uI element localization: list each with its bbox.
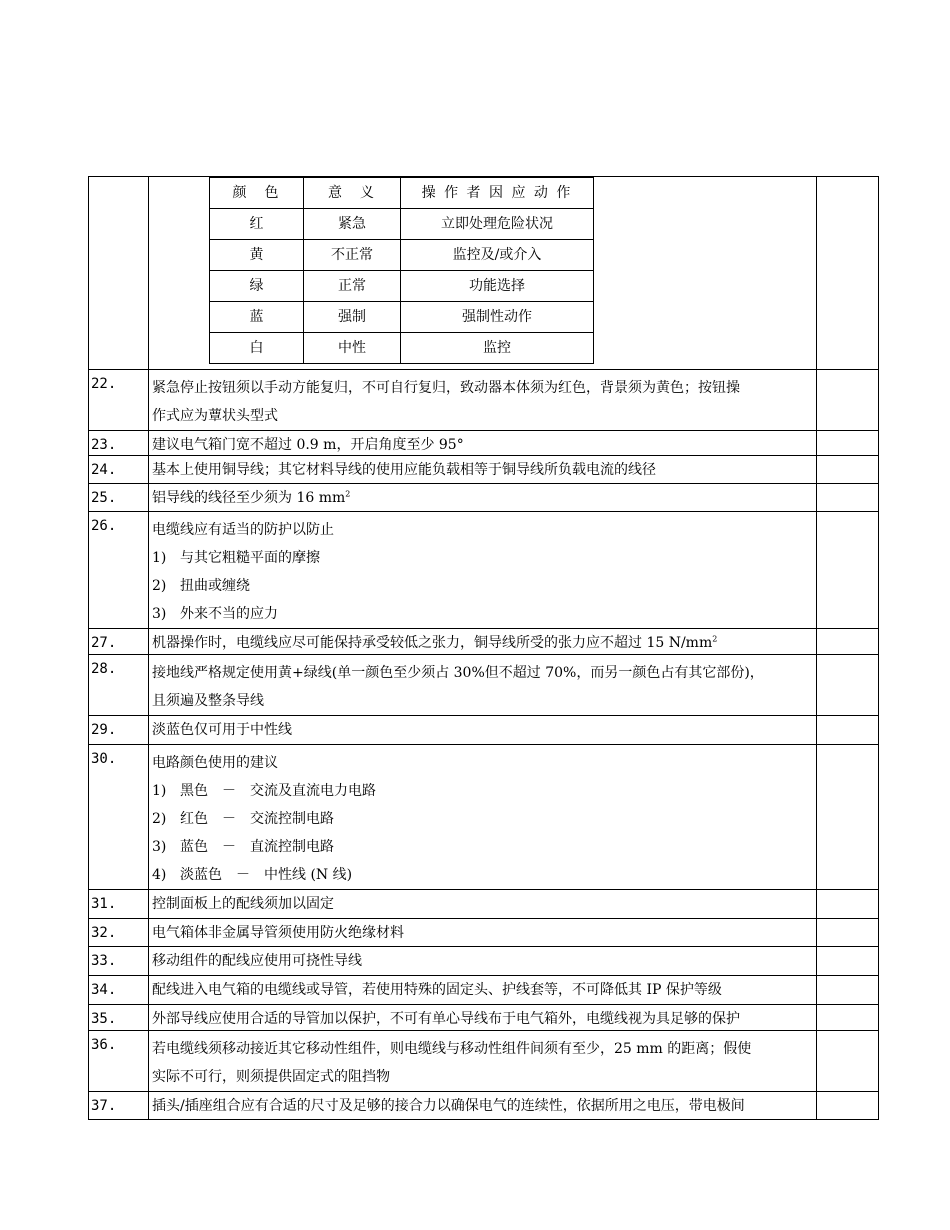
table-row [89, 484, 879, 512]
item-content [149, 919, 817, 947]
superscript: 2 [712, 634, 718, 644]
color-action: 立即处理危险状况 [401, 209, 594, 240]
item-text: 机器操作时，电缆线应尽可能保持承受较低之张力，铜导线所受的张力应不超过 15 N/mm [152, 635, 713, 651]
check-cell [817, 890, 879, 919]
table-row [89, 655, 879, 716]
table-row [89, 716, 879, 745]
sub-item [152, 833, 816, 861]
item-text-line: 作式应为蕈状头型式 [152, 408, 278, 424]
item-number: 33. [89, 947, 149, 976]
item-content [149, 456, 817, 484]
sub-item-text: 外来不当的应力 [180, 606, 278, 622]
item-number: 34. [89, 976, 149, 1005]
item-number: 24. [89, 456, 149, 484]
table-row [89, 890, 879, 919]
item-text: 建议电气箱门宽不超过 0.9 m，开启角度至少 95° [152, 437, 464, 453]
check-cell [817, 370, 879, 431]
table-row [89, 919, 879, 947]
color-name: 黄 [210, 240, 304, 271]
check-cell [817, 1092, 879, 1120]
sub-item-text: 与其它粗糙平面的摩擦 [180, 550, 320, 566]
header-color: 颜 色 [210, 178, 304, 209]
requirements-table [88, 176, 879, 1120]
table-row [89, 745, 879, 890]
item-number: 35. [89, 1005, 149, 1031]
item-content [149, 947, 817, 976]
check-cell [817, 655, 879, 716]
item-text: 电路颜色使用的建议 [152, 755, 278, 771]
table-row [89, 1031, 879, 1092]
table-row [89, 431, 879, 456]
color-table-cell [149, 177, 817, 370]
color-meaning: 正常 [304, 271, 401, 302]
item-number: 22. [89, 370, 149, 431]
sub-item [152, 805, 816, 833]
item-content [149, 1092, 817, 1120]
item-content [149, 1031, 817, 1092]
item-text: 控制面板上的配线须加以固定 [152, 896, 334, 912]
sub-item [152, 861, 816, 889]
item-content [149, 1005, 817, 1031]
color-table-header [210, 178, 594, 209]
check-cell [817, 1005, 879, 1031]
check-cell [817, 716, 879, 745]
color-name: 白 [210, 333, 304, 364]
item-text: 基本上使用铜导线；其它材料导线的使用应能负载相等于铜导线所负载电流的线径 [152, 462, 656, 478]
item-text: 电缆线应有适当的防护以防止 [152, 522, 334, 538]
color-meaning: 强制 [304, 302, 401, 333]
color-row-blue [210, 302, 594, 333]
check-cell [817, 431, 879, 456]
table-row [89, 1092, 879, 1120]
table-row [89, 456, 879, 484]
item-content [149, 629, 817, 655]
table-row [89, 1005, 879, 1031]
check-cell [817, 947, 879, 976]
check-cell [817, 512, 879, 629]
color-name: 红 [210, 209, 304, 240]
item-content [149, 976, 817, 1005]
sub-item-index: 3) [152, 606, 167, 622]
sub-item-index: 2) [152, 811, 167, 827]
item-content [149, 431, 817, 456]
color-row-green [210, 271, 594, 302]
check-cell [817, 629, 879, 655]
item-content [149, 890, 817, 919]
superscript: 2 [345, 489, 351, 499]
item-number: 31. [89, 890, 149, 919]
table-row [89, 370, 879, 431]
item-text: 电气箱体非金属导管须使用防火绝缘材料 [152, 925, 404, 941]
table-row [89, 512, 879, 629]
item-text: 铝导线的线径至少须为 16 mm [152, 490, 346, 506]
item-content [149, 745, 817, 890]
color-action: 强制性动作 [401, 302, 594, 333]
item-content [149, 370, 817, 431]
sub-item-index: 1) [152, 783, 167, 799]
sub-item-text: 黑色 － 交流及直流电力电路 [180, 783, 376, 799]
sub-item-index: 4) [152, 867, 167, 883]
item-text-line: 紧急停止按钮须以手动方能复归，不可自行复归，致动器本体须为红色，背景须为黄色；按钮操 [152, 380, 740, 396]
item-text: 淡蓝色仅可用于中性线 [152, 722, 292, 738]
check-cell [817, 1031, 879, 1092]
item-text-line: 实际不可行，则须提供固定式的阻挡物 [152, 1069, 390, 1085]
item-number: 30. [89, 745, 149, 890]
item-content [149, 655, 817, 716]
sub-item [152, 600, 816, 628]
item-text: 配线进入电气箱的电缆线或导管，若使用特殊的固定头、护线套等，不可降低其 IP 保护等级 [152, 982, 722, 998]
table-row [89, 629, 879, 655]
item-text-line: 且须遍及整条导线 [152, 693, 264, 709]
table-row [89, 177, 879, 370]
check-cell [817, 976, 879, 1005]
item-content [149, 716, 817, 745]
sub-item-index: 2) [152, 578, 167, 594]
color-meaning: 不正常 [304, 240, 401, 271]
item-number: 28. [89, 655, 149, 716]
color-name: 蓝 [210, 302, 304, 333]
item-text: 插头/插座组合应有合适的尺寸及足够的接合力以确保电气的连续性，依据所用之电压，带电极间 [152, 1098, 745, 1114]
check-cell [817, 484, 879, 512]
color-action: 监控及/或介入 [401, 240, 594, 271]
check-cell [817, 745, 879, 890]
color-meaning-table [209, 177, 594, 364]
item-text: 外部导线应使用合适的导管加以保护，不可有单心导线布于电气箱外，电缆线视为具足够的保护 [152, 1011, 740, 1027]
check-cell [817, 456, 879, 484]
item-number: 36. [89, 1031, 149, 1092]
sub-item-index: 3) [152, 839, 167, 855]
sub-item [152, 777, 816, 805]
color-meaning: 紧急 [304, 209, 401, 240]
item-number: 29. [89, 716, 149, 745]
sub-item-text: 淡蓝色 － 中性线 (N 线) [180, 867, 353, 883]
color-row-red [210, 209, 594, 240]
header-meaning: 意 义 [304, 178, 401, 209]
sub-item-text: 蓝色 － 直流控制电路 [180, 839, 334, 855]
item-number: 26. [89, 512, 149, 629]
sub-item-text: 扭曲或缠绕 [180, 578, 250, 594]
sub-item-index: 1) [152, 550, 167, 566]
item-text: 移动组件的配线应使用可挠性导线 [152, 953, 362, 969]
item-text-line: 接地线严格规定使用黄+绿线(单一颜色至少须占 30%但不超过 70%，而另一颜色占有其它部份)， [152, 665, 764, 681]
sub-item [152, 572, 816, 600]
color-name: 绿 [210, 271, 304, 302]
item-number: 27. [89, 629, 149, 655]
item-number: 25. [89, 484, 149, 512]
color-meaning: 中性 [304, 333, 401, 364]
item-text-line: 若电缆线须移动接近其它移动性组件，则电缆线与移动性组件间须有至少，25 mm 的距离；假使 [152, 1041, 752, 1057]
color-row-yellow [210, 240, 594, 271]
item-number-cell [89, 177, 149, 370]
table-row [89, 947, 879, 976]
item-number: 32. [89, 919, 149, 947]
header-operator-action: 操 作 者 因 应 动 作 [401, 178, 594, 209]
color-row-white [210, 333, 594, 364]
check-cell [817, 177, 879, 370]
item-content [149, 484, 817, 512]
sub-item-text: 红色 － 交流控制电路 [180, 811, 334, 827]
item-number: 37. [89, 1092, 149, 1120]
color-action: 监控 [401, 333, 594, 364]
item-content [149, 512, 817, 629]
color-action: 功能选择 [401, 271, 594, 302]
item-number: 23. [89, 431, 149, 456]
check-cell [817, 919, 879, 947]
table-row [89, 976, 879, 1005]
sub-item [152, 544, 816, 572]
